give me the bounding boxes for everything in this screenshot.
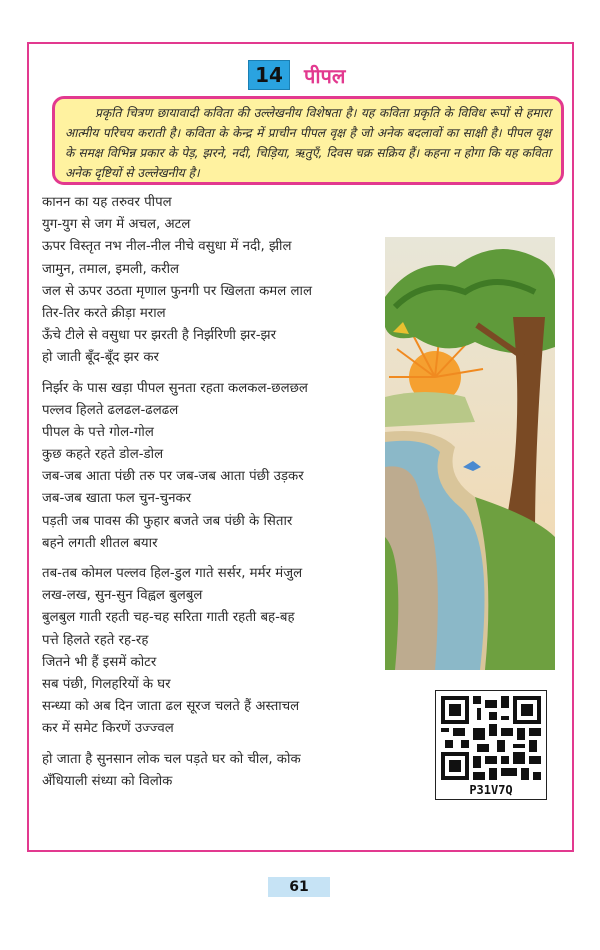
- poem-line: हो जाता है सुनसान लोक चल पड़ते घर को चील, कोक: [42, 751, 301, 767]
- poem-line: जितने भी हैं इसमें कोटर: [42, 654, 157, 670]
- poem-line: पत्ते हिलते रहते रह-रह: [42, 632, 149, 648]
- poem-line: निर्झर के पास खड़ा पीपल सुनता रहता कलकल-छलछल: [42, 380, 308, 396]
- peepal-tree-illustration: [385, 237, 555, 670]
- poem-line: अँधियाली संध्या को विलोक: [42, 773, 173, 789]
- poem-line: ऊपर विस्तृत नभ नील-नील नीचे वसुधा में नदी, झील: [42, 239, 292, 255]
- intro-box: प्रकृति चित्रण छायावादी कविता की उल्लेखनीय विशेषता है। यह कविता प्रकृति के विविध रूपों से हमारा आत्मीय परिचय कराती है। कविता के केन्द्र में प्राचीन पीपल वृक्ष है जो अनेक बदलावों का साक्षी है। पीपल वृक्ष के समक्ष विभिन्न प्रकार के पेड़, झरने, नदी, चिड़िया, ऋतुएँ, दिवस चक्र सक्रिय हैं। कहना न होगा कि यह कविता अनेक दृष्टियों से उल्लेखनीय है।: [52, 96, 564, 185]
- poem-line: तिर-तिर करते क्रीड़ा मराल: [42, 305, 166, 321]
- poem-line: जब-जब खाता फल चुन-चुनकर: [42, 491, 192, 507]
- qr-code-label: P31V7Q: [469, 783, 513, 797]
- poem-line: हो जाती बूँद-बूँद झर कर: [42, 350, 159, 366]
- poem-line: बहने लगती शीतल बयार: [42, 535, 158, 551]
- poem-line: पल्लव हिलते ढलढल-ढलढल: [42, 402, 179, 418]
- poem-line: पीपल के पत्ते गोल-गोल: [42, 424, 154, 440]
- chapter-title: पीपल: [304, 63, 346, 88]
- poem-line: बुलबुल गाती रहती चह-चह सरिता गाती रहती बह-बह: [42, 610, 295, 626]
- chapter-heading: [248, 60, 345, 90]
- poem-line: तब-तब कोमल पल्लव हिल-डुल गाते सर्सर, मर्मर मंजुल: [42, 566, 303, 581]
- poem-line: पड़ती जब पावस की फुहार बजते जब पंछी के सितार: [42, 513, 293, 529]
- page-number: 61: [268, 877, 330, 897]
- poem-line: कर में समेट किरणें उज्ज्वल: [42, 721, 174, 737]
- poem-line: जब-जब आता पंछी तरु पर जब-जब आता पंछी उड़कर: [42, 469, 304, 485]
- chapter-number: 14: [248, 60, 290, 90]
- poem-line: कानन का यह तरुवर पीपल: [42, 195, 172, 210]
- poem-line: जामुन, तमाल, इमली, करील: [42, 261, 180, 277]
- poem-line: सन्ध्या को अब दिन जाता ढल सूरज चलते हैं अस्ताचल: [42, 699, 300, 715]
- poem-line: ऊँचे टीले से वसुधा पर झरती है निर्झरिणी झर-झर: [42, 328, 277, 344]
- qr-code[interactable]: [435, 690, 547, 800]
- poem-line: कुछ कहते रहते डोल-डोल: [42, 447, 164, 463]
- qr-code-icon: [441, 695, 541, 781]
- poem-line: लख-लख, सुन-सुन विह्वल बुलबुल: [42, 588, 203, 604]
- poem-line: सब पंछी, गिलहरियों के घर: [42, 676, 171, 692]
- poem: [42, 192, 387, 793]
- poem-line: युग-युग से जग में अचल, अटल: [42, 217, 191, 233]
- poem-line: जल से ऊपर उठता मृणाल फुनगी पर खिलता कमल लाल: [42, 283, 312, 299]
